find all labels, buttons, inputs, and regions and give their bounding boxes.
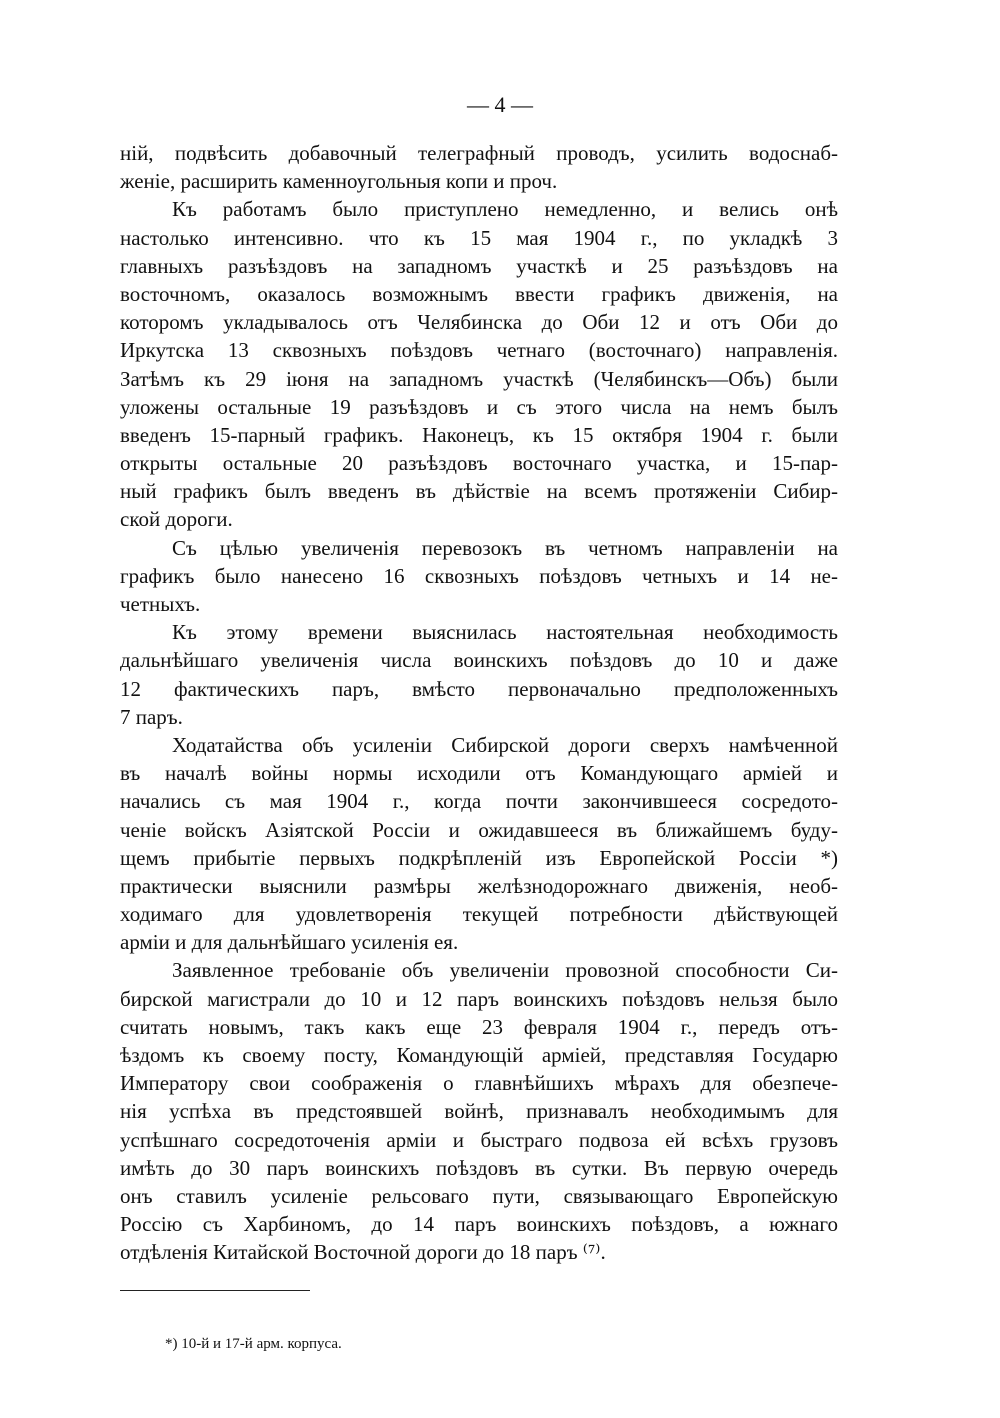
text-line: ній, подвѣсить добавочный телеграфный проводъ, усилить водоснаб- — [120, 141, 838, 165]
paragraph — [120, 618, 838, 731]
text-line: дальнѣйшаго увеличенія числа воинскихъ поѣздовъ до 10 и даже — [120, 648, 838, 673]
text-line: настолько интенсивно. что къ 15 мая 1904 г., по укладкѣ 3 — [120, 225, 838, 250]
text-line: Императору свои соображенія о главнѣйшихъ мѣрахъ для обезпече- — [120, 1071, 838, 1096]
paragraph — [120, 195, 838, 533]
text-line: щемъ прибытіе первыхъ подкрѣпленій изъ Европейской Россіи *) — [120, 845, 838, 870]
text-line: которомъ укладывалось отъ Челябинска до Оби 12 и отъ Оби до — [120, 310, 838, 335]
text-line: имѣть до 30 паръ воинскихъ поѣздовъ въ сутки. Въ первую очередь — [120, 1155, 838, 1180]
footnote-divider — [120, 1290, 310, 1291]
text-line: начались съ мая 1904 г., когда почти закончившееся сосредото- — [120, 789, 838, 814]
text-line: онъ ставилъ усиленіе рельсоваго пути, связывающаго Европейскую — [120, 1183, 838, 1208]
paragraph — [120, 956, 838, 1266]
text-line: 7 паръ. — [120, 704, 183, 729]
text-line: ченіе войскъ Азіятской Россіи и ожидавшееся въ ближайшемъ буду- — [120, 817, 838, 842]
footnote: *) 10-й и 17-й арм. корпуса. — [165, 1336, 342, 1352]
text-line: ходимаго для удовлетворенія текущей потребности дѣйствующей — [120, 902, 838, 927]
text-line: ный графикъ былъ введенъ въ дѣйствіе на всемъ протяженіи Сибир- — [120, 479, 838, 504]
body-text — [120, 139, 838, 1267]
text-line: введенъ 15-парный графикъ. Наконецъ, къ 15 октября 1904 г. были — [120, 422, 838, 447]
paragraph — [120, 731, 838, 957]
text-line: считать новымъ, такъ какъ еще 23 февраля 1904 г., передъ отъ- — [120, 1014, 838, 1039]
text-line: нія успѣха въ предстоявшей войнѣ, признавалъ необходимымъ для — [120, 1099, 838, 1124]
text-line: открыты остальные 20 разъѣздовъ восточнаго участка, и 15-пар- — [120, 451, 838, 476]
text-line: бирской магистрали до 10 и 12 паръ воинскихъ поѣздовъ нельзя было — [120, 986, 838, 1011]
text-line: Затѣмъ къ 29 іюня на западномъ участкѣ (Челябинскъ—Объ) были — [120, 366, 838, 391]
text-line: въ началѣ войны нормы исходили отъ Командующаго арміей и — [120, 761, 838, 786]
text-line: женіе, расширить каменноугольныя копи и проч. — [120, 169, 558, 194]
text-line: Россію съ Харбиномъ, до 14 паръ воинскихъ поѣздовъ, а южнаго — [120, 1212, 838, 1237]
text-line: Иркутска 13 сквозныхъ поѣздовъ четнаго (восточнаго) направленія. — [120, 338, 838, 363]
paragraph — [120, 139, 838, 195]
text-line: успѣшнаго сосредоточенія арміи и быстраго подвоза ей всѣхъ грузовъ — [120, 1127, 838, 1152]
text-line: ѣздомъ къ своему посту, Командующій арміей, представляя Государю — [120, 1043, 838, 1067]
text-line: Къ этому времени выяснилась настоятельная необходимость — [172, 620, 838, 645]
text-line: Съ цѣлью увеличенія перевозокъ въ четномъ направленіи на — [172, 535, 838, 560]
text-line: четныхъ. — [120, 592, 201, 616]
text-line: ской дороги. — [120, 507, 233, 532]
text-line: главныхъ разъѣздовъ на западномъ участкѣ и 25 разъѣздовъ на — [120, 253, 838, 278]
text-line: уложены остальные 19 разъѣздовъ и съ этого числа на немъ былъ — [120, 394, 838, 419]
text-line: Ходатайства объ усиленіи Сибирской дороги сверхъ намѣченной — [172, 732, 838, 757]
text-line: восточномъ, оказалось возможнымъ ввести графикъ движенія, на — [120, 281, 838, 306]
text-line: отдѣленія Китайской Восточной дороги до 18 паръ ⁽⁷⁾. — [120, 1240, 606, 1265]
page-number: — 4 — — [467, 92, 533, 117]
text-line: арміи и для дальнѣйшаго усиленія ея. — [120, 930, 459, 955]
paragraph — [120, 534, 838, 619]
text-line: Къ работамъ было приступлено немедленно, и велись онѣ — [172, 197, 838, 222]
text-line: Заявленное требованіе объ увеличеніи провозной способности Си- — [172, 958, 838, 983]
text-line: графикъ было нанесено 16 сквозныхъ поѣздовъ четныхъ и 14 не- — [120, 563, 838, 588]
text-line: практически выяснили размѣры желѣзнодорожнаго движенія, необ- — [120, 873, 838, 898]
text-line: 12 фактическихъ паръ, вмѣсто первоначально предположенныхъ — [120, 676, 838, 701]
